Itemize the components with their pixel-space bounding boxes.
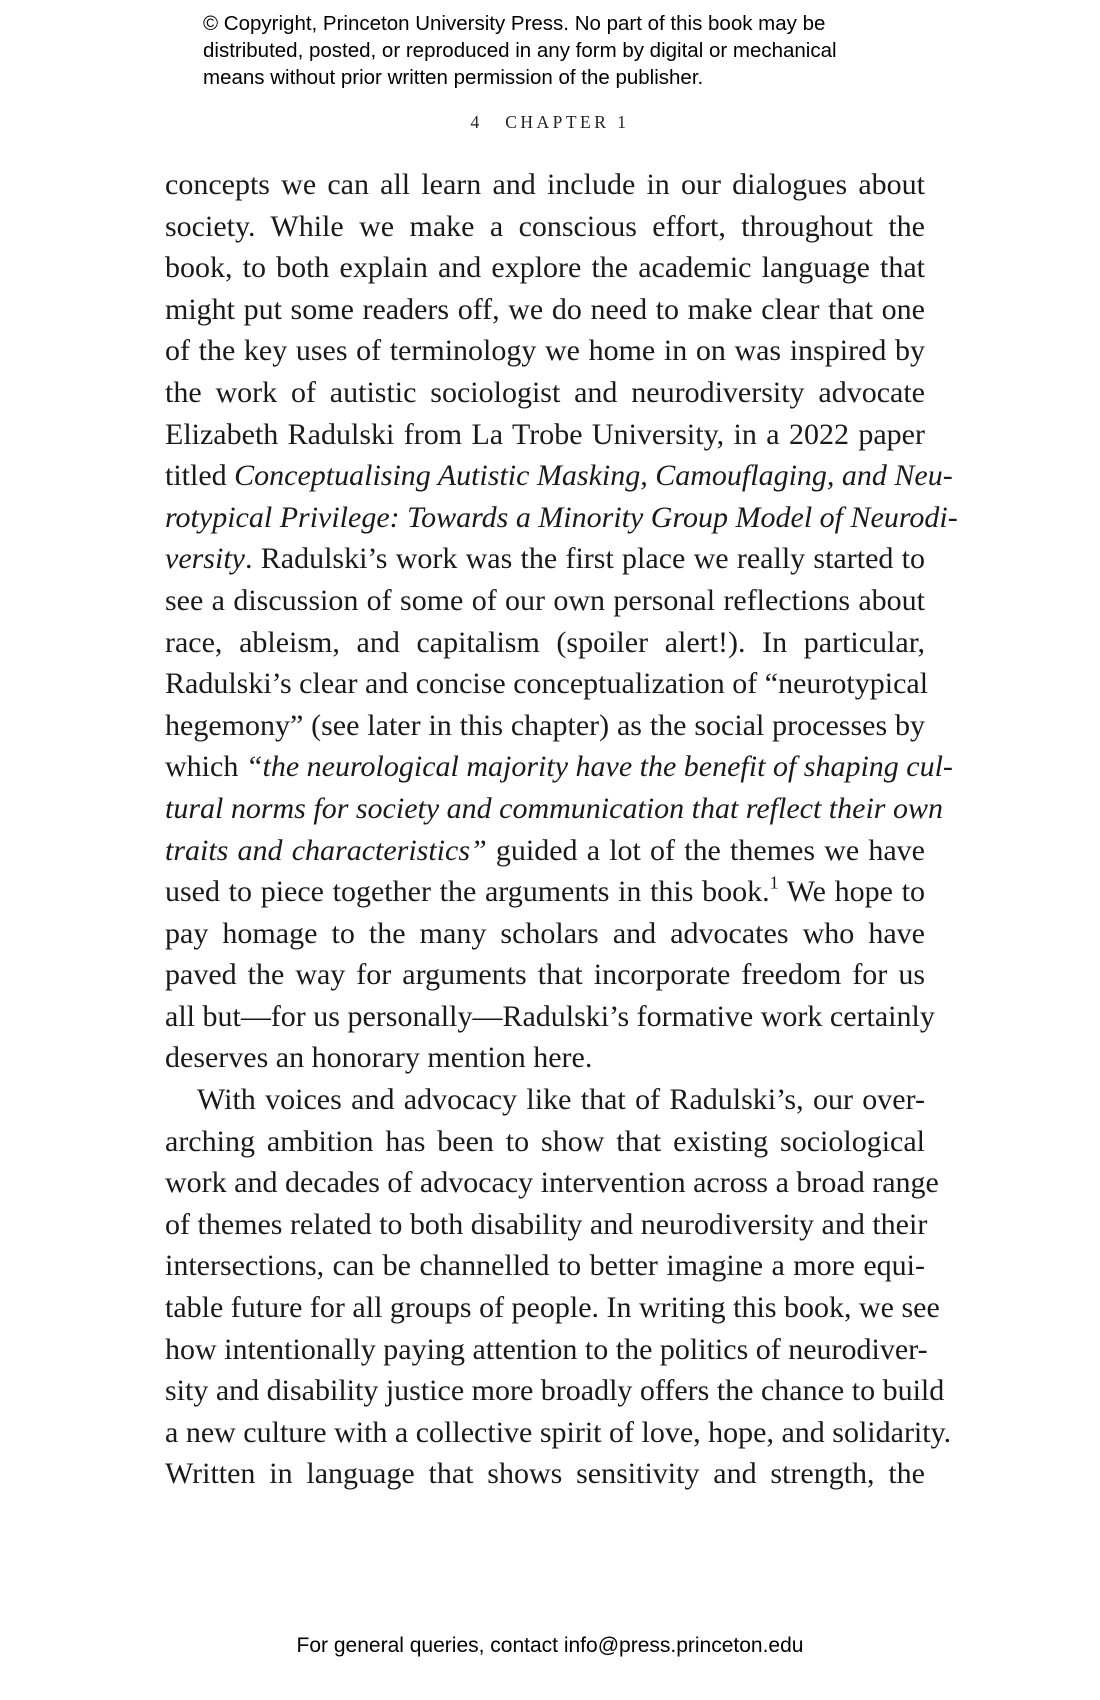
body-text [165, 164, 958, 1495]
quotation: “the neurological majority have the benefit of shaping cul- [245, 750, 953, 784]
text-line: With voices and advocacy like that of Radulski’s, our over- [197, 1083, 925, 1117]
text-line: Written in language that shows sensitivity and strength, the [165, 1457, 925, 1491]
footnote-marker: 1 [769, 872, 779, 893]
text-line [165, 830, 925, 872]
text-line [165, 871, 925, 913]
text-line: book, to both explain and explore the academic language that [165, 251, 925, 285]
text-line [165, 788, 943, 830]
copyright-notice [203, 10, 963, 91]
paragraph-2 [165, 1079, 952, 1495]
text-line: race, ableism, and capitalism (spoiler alert!). In particular, [165, 625, 925, 659]
text-line: Elizabeth Radulski from La Trobe University, in a 2022 paper [165, 417, 925, 451]
text-line: sity and disability justice more broadly offers the chance to build [165, 1374, 945, 1408]
text-line: arching ambition has been to show that existing sociological [165, 1124, 925, 1158]
paper-title: Conceptualising Autistic Masking, Camouflaging, and Neu- [234, 459, 953, 493]
quotation: tural norms for society and communication that reflect their own [165, 791, 943, 825]
text-line: Radulski’s clear and concise conceptualization of “neurotypical [165, 667, 929, 701]
copyright-line: means without prior written permission of the publisher. [203, 66, 704, 89]
footer-contact: For general queries, contact info@press.princeton.edu [296, 1634, 804, 1657]
paper-title: versity [165, 542, 245, 576]
chapter-label: CHAPTER 1 [505, 112, 630, 132]
running-head [0, 112, 1100, 133]
text-line: intersections, can be channelled to better imagine a more equi- [165, 1249, 925, 1283]
copyright-line: © Copyright, Princeton University Press. No part of this book may be [203, 12, 826, 35]
text-line: might put some readers off, we do need to make clear that one [165, 292, 925, 326]
text-line: paved the way for arguments that incorporate freedom for us [165, 958, 925, 992]
text-line: work and decades of advocacy intervention across a broad range [165, 1166, 939, 1200]
text-line: all but—for us personally—Radulski’s formative work certainly [165, 999, 935, 1033]
paper-title: rotypical Privilege: Towards a Minority Group Model of Neurodi- [165, 500, 958, 534]
text-run: used to piece together the arguments in this book. [165, 875, 770, 909]
text-run: guided a lot of the themes we have [486, 833, 925, 867]
page-number: 4 [470, 112, 480, 132]
text-line: hegemony” (see later in this chapter) as the social processes by [165, 708, 925, 742]
text-run: We hope to [778, 875, 925, 909]
text-line: how intentionally paying attention to the politics of neurodiver- [165, 1332, 928, 1366]
text-line: concepts we can all learn and include in our dialogues about [165, 168, 925, 201]
text-line: see a discussion of some of our own personal reflections about [165, 583, 925, 617]
text-line: table future for all groups of people. In writing this book, we see [165, 1291, 940, 1325]
text-line: pay homage to the many scholars and advocates who have [165, 916, 925, 950]
text-line: of themes related to both disability and neurodiversity and their [165, 1207, 928, 1241]
text-line: a new culture with a collective spirit of love, hope, and solidarity. [165, 1415, 952, 1449]
quotation: traits and characteristics” [165, 833, 487, 867]
text-line: deserves an honorary mention here. [165, 1041, 593, 1075]
text-run: which [165, 750, 246, 784]
text-line: the work of autistic sociologist and neurodiversity advocate [165, 375, 925, 409]
paragraph-1 [165, 164, 958, 1079]
text-line [165, 455, 953, 497]
text-line: society. While we make a conscious effort, throughout the [165, 209, 925, 243]
text-line [165, 497, 958, 539]
text-run: . Radulski’s work was the first place we really started to [244, 542, 925, 576]
text-line [165, 538, 925, 580]
text-line: of the key uses of terminology we home in on was inspired by [165, 334, 925, 368]
copyright-line: distributed, posted, or reproduced in any form by digital or mechanical [203, 39, 837, 62]
text-line [165, 746, 953, 788]
text-run: titled [165, 459, 235, 493]
